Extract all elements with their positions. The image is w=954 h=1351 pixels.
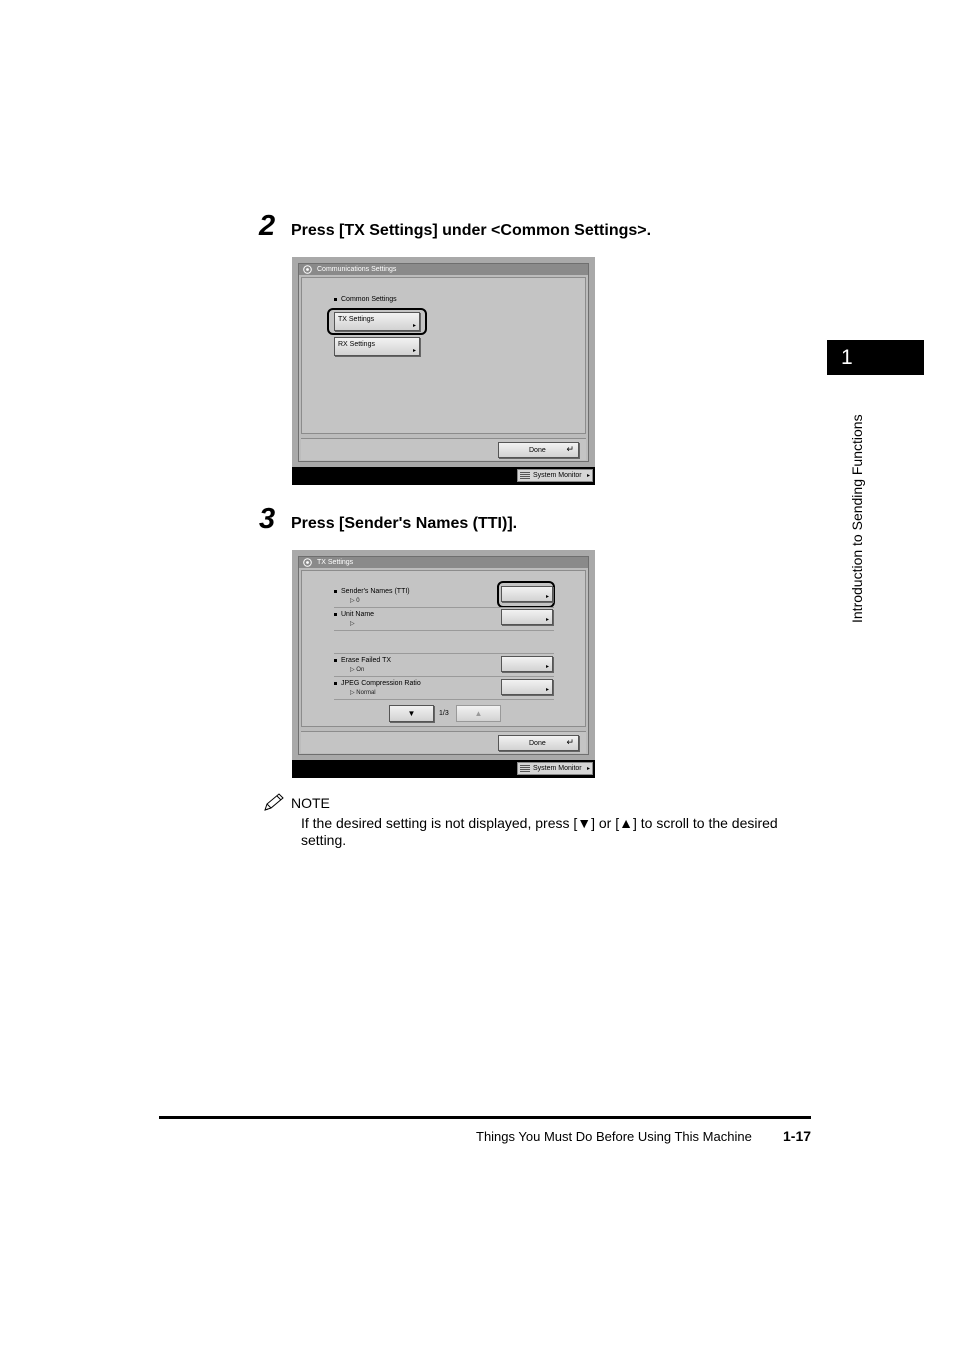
- screen-content: [301, 570, 586, 727]
- enter-icon: ↵: [566, 444, 574, 454]
- arrow-right-icon: ▸: [545, 664, 549, 670]
- setting-row-value: ▷ 0: [350, 598, 360, 604]
- arrow-right-icon: ▸: [586, 473, 590, 479]
- screen-panel: [298, 556, 589, 755]
- footer-title: Things You Must Do Before Using This Machine: [476, 1129, 752, 1144]
- step-2-instruction: Press [TX Settings] under <Common Settings>.: [291, 222, 652, 239]
- footer-rule: [159, 1116, 811, 1119]
- scroll-up-button[interactable]: [456, 705, 501, 722]
- communications-settings-screen: [292, 257, 595, 485]
- system-monitor-button[interactable]: System Monitor ▸: [517, 469, 593, 482]
- arrow-right-icon: ▸: [545, 594, 549, 600]
- enter-icon: ↵: [566, 737, 574, 747]
- arrow-right-icon: ▸: [545, 617, 549, 623]
- rx-settings-button[interactable]: RX Settings ▸: [334, 337, 420, 356]
- screen-panel: [298, 263, 589, 462]
- monitor-icon: [520, 472, 530, 479]
- done-button[interactable]: Done ↵: [498, 735, 579, 751]
- settings-icon: [303, 265, 312, 274]
- screen-footer: [301, 438, 586, 460]
- unit-name-button[interactable]: [501, 609, 553, 625]
- pencil-icon: [262, 793, 286, 813]
- done-button[interactable]: Done ↵: [498, 442, 579, 458]
- arrow-right-icon: ▸: [545, 687, 549, 693]
- settings-icon: [303, 558, 312, 567]
- step-2-number: 2: [259, 210, 276, 242]
- scroll-down-button[interactable]: [389, 705, 434, 722]
- tx-settings-screen: [292, 550, 595, 778]
- screen-title-bar: [299, 264, 588, 275]
- setting-row-value: ▷ Normal: [350, 690, 376, 696]
- arrow-right-icon: ▸: [412, 323, 416, 329]
- arrow-right-icon: ▸: [586, 766, 590, 772]
- setting-row-label: JPEG Compression Ratio: [334, 679, 421, 688]
- note-body: If the desired setting is not displayed, press [▼] or [▲] to scroll to the desired setting.: [301, 815, 778, 848]
- common-settings-label: Common Settings: [334, 295, 397, 304]
- setting-row-label: Unit Name: [334, 610, 374, 619]
- status-bar: [292, 760, 595, 778]
- page-number: 1-17: [783, 1128, 812, 1144]
- screen-title: Communications Settings: [317, 266, 397, 273]
- chapter-side-title: Introduction to Sending Functions: [849, 414, 865, 623]
- chapter-number: 1: [841, 346, 853, 369]
- screen-title-bar: [299, 557, 588, 568]
- status-bar: [292, 467, 595, 485]
- page-indicator: 1/3: [439, 710, 449, 717]
- monitor-icon: [520, 765, 530, 772]
- setting-row-value: ▷ On: [350, 667, 365, 673]
- screen-footer: [301, 731, 586, 753]
- step-3-instruction: Press [Sender's Names (TTI)].: [291, 515, 518, 532]
- setting-row-value: ▷: [350, 621, 355, 627]
- screen-title: TX Settings: [317, 559, 354, 566]
- step-3-number: 3: [259, 503, 276, 535]
- setting-row-label: Erase Failed TX: [334, 656, 391, 665]
- arrow-right-icon: ▸: [412, 348, 416, 354]
- erase-failed-tx-button[interactable]: [501, 656, 553, 672]
- screen-content: [301, 277, 586, 434]
- setting-row-label: Sender's Names (TTI): [334, 587, 410, 596]
- tx-settings-button[interactable]: TX Settings ▸: [334, 312, 420, 331]
- triangle-down-icon: ▼: [407, 709, 416, 718]
- triangle-up-icon: ▲: [474, 709, 483, 718]
- system-monitor-button[interactable]: System Monitor ▸: [517, 762, 593, 775]
- jpeg-compression-button[interactable]: [501, 679, 553, 695]
- note-title: NOTE: [291, 795, 330, 811]
- chapter-tab: [827, 340, 924, 375]
- senders-names-button[interactable]: [501, 586, 553, 602]
